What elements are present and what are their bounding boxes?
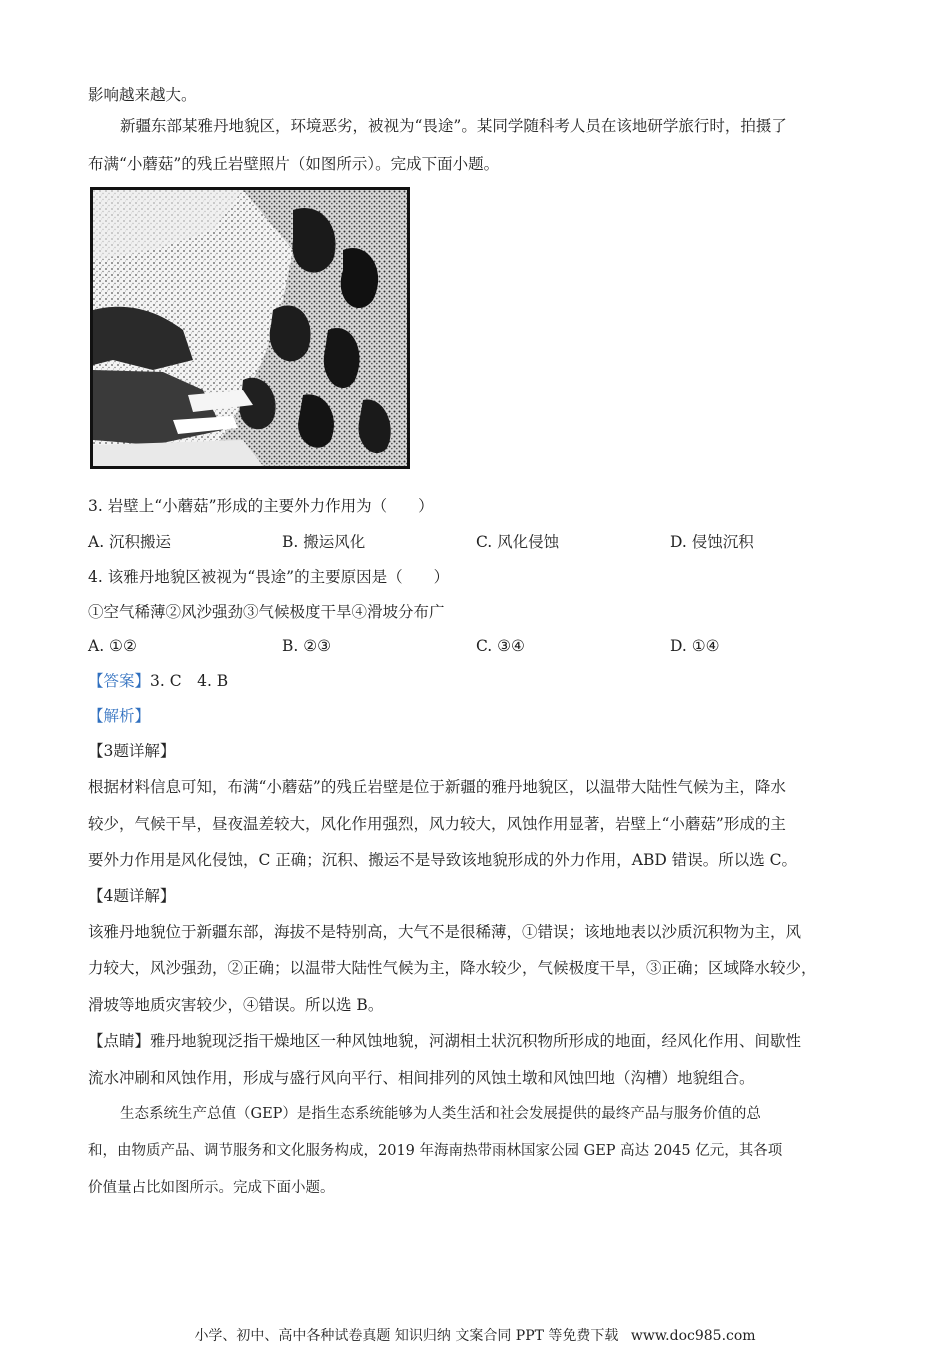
footer-text: 小学、初中、高中各种试卷真题 知识归纳 文案合同 PPT 等免费下载 [194,1328,619,1344]
text-line: 该雅丹地貌位于新疆东部，海拔不是特别高，大气不是很稀薄，①错误；该地地表以沙质沉积物为主，风 [88,923,802,941]
q3-option-a: A. 沉积搬运 [88,533,172,551]
page-footer [0,1325,950,1345]
answer-tag: 【答案】 [88,672,151,690]
answer-line [88,671,228,691]
q4-option-d: D. ①④ [670,637,720,655]
q3-option-c: C. 风化侵蚀 [476,533,560,551]
q3-option-b: B. 搬运风化 [282,533,366,551]
text-line: 和，由物质产品、调节服务和文化服务构成，2019 年海南热带雨林国家公园 GEP 高达 2045 亿元，其各项 [88,1143,783,1159]
text-line: 力较大，风沙强劲，②正确；以温带大陆性气候为主，降水较少，气候极度干旱，③正确；区域降水较少， [88,959,817,977]
detail-3-heading: 【3题详解】 [88,742,176,760]
note-tag: 【点睛】 [88,1032,151,1050]
q4-option-a: A. ①② [88,637,137,655]
question-4-items: ①空气稀薄②风沙强劲③气候极度干旱④滑坡分布广 [88,603,445,621]
footer-link[interactable]: www.doc985.com [630,1328,756,1344]
text-line: 价值量占比如图所示。完成下面小题。 [88,1180,335,1196]
note-text: 雅丹地貌现泛指干燥地区一种风蚀地貌，河湖相土状沉积物所形成的地面，经风化作用、间歇性 [150,1032,802,1050]
text-line: 较少，气候干旱，昼夜温差较大，风化作用强烈，风力较大，风蚀作用显著，岩壁上“小蘑菇”形成的主 [88,815,786,833]
text-line: 流水冲刷和风蚀作用，形成与盛行风向平行、相间排列的风蚀土墩和风蚀凹地（沟槽）地貌组合。 [88,1069,755,1087]
text-line: 根据材料信息可知，布满“小蘑菇”的残丘岩壁是位于新疆的雅丹地貌区，以温带大陆性气候为主，降水 [88,778,786,796]
analysis-tag: 【解析】 [88,707,151,725]
yardang-rock-wall-photo [90,187,410,469]
text-line: 影响越来越大。 [88,86,197,104]
question-3: 3. 岩壁上“小蘑菇”形成的主要外力作用为（ ） [88,497,434,515]
q4-option-b: B. ②③ [282,637,332,655]
q4-option-c: C. ③④ [476,637,525,655]
text-line: 要外力作用是风化侵蚀，C 正确；沉积、搬运不是导致该地貌形成的外力作用，ABD 错误。所以选 C。 [88,851,798,869]
text-line: 新疆东部某雅丹地貌区，环境恶劣，被视为“畏途”。某同学随科考人员在该地研学旅行时，拍摄了 [120,117,787,135]
note-line [88,1031,801,1051]
question-4: 4. 该雅丹地貌区被视为“畏途”的主要原因是（ ） [88,568,450,586]
q3-option-d: D. 侵蚀沉积 [670,533,754,551]
text-line: 生态系统生产总值（GEP）是指生态系统能够为人类生活和社会发展提供的最终产品与服务价值的总 [120,1106,761,1122]
text-line: 布满“小蘑菇”的残丘岩壁照片（如图所示）。完成下面小题。 [88,155,500,173]
text-line: 滑坡等地质灾害较少，④错误。所以选 B。 [88,996,384,1014]
answer-text: 3. C 4. B [150,672,229,690]
detail-4-heading: 【4题详解】 [88,887,176,905]
